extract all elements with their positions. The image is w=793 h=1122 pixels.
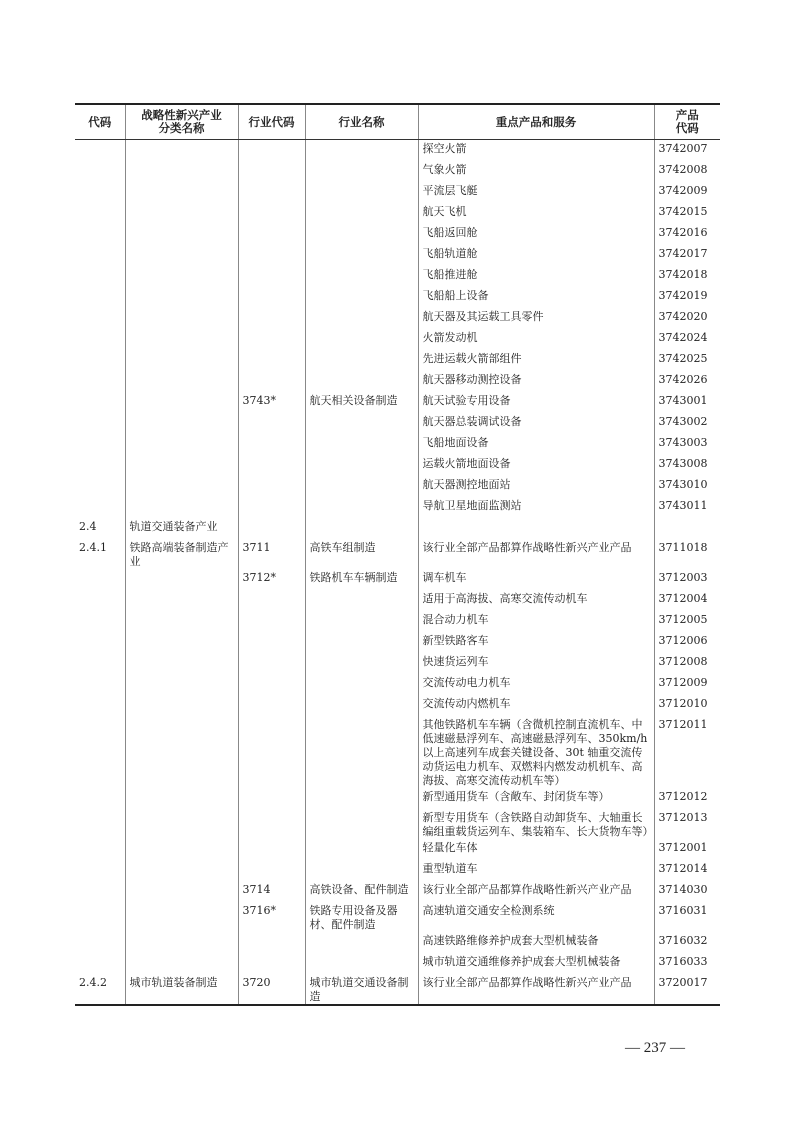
row-product-code: 3716033 (654, 953, 720, 974)
table-row (75, 329, 720, 350)
table-row (75, 245, 720, 266)
row-code (75, 674, 125, 695)
row-industry-code: 3716* (238, 902, 305, 932)
row-category (125, 287, 238, 308)
row-product-code: 3743010 (654, 476, 720, 497)
row-industry-name (305, 839, 418, 860)
row-industry-name (305, 953, 418, 974)
row-industry-code (238, 161, 305, 182)
table-row (75, 860, 720, 881)
row-product-code: 3712010 (654, 695, 720, 716)
row-industry-code (238, 245, 305, 266)
row-code (75, 860, 125, 881)
row-industry-name (305, 497, 418, 518)
row-category: 铁路高端装备制造产业 (125, 539, 238, 569)
row-product-code: 3743003 (654, 434, 720, 455)
row-industry-name (305, 161, 418, 182)
row-code (75, 224, 125, 245)
table-row (75, 182, 720, 203)
row-industry-code (238, 809, 305, 839)
row-industry-code (238, 413, 305, 434)
row-category (125, 569, 238, 590)
table-row (75, 953, 720, 974)
row-product: 高速轨道交通安全检测系统 (418, 902, 654, 932)
row-product: 探空火箭 (418, 140, 654, 162)
row-product-code: 3716032 (654, 932, 720, 953)
row-product-code (654, 518, 720, 539)
row-industry-name: 高铁车组制造 (305, 539, 418, 569)
row-category (125, 839, 238, 860)
row-code (75, 161, 125, 182)
row-industry-name (305, 434, 418, 455)
row-industry-name (305, 329, 418, 350)
table-row (75, 839, 720, 860)
row-product: 其他铁路机车车辆（含微机控制直流机车、中低速磁悬浮列车、高速磁悬浮列车、350km/h 以上高速列车成套关键设备、30t 轴重交流传动货运电力机车、双燃料内燃发动机机车、高海拔、高寒交流传动机车等） (418, 716, 654, 788)
row-category (125, 329, 238, 350)
table-row (75, 611, 720, 632)
row-industry-code (238, 287, 305, 308)
row-industry-name (305, 518, 418, 539)
row-product: 航天试验专用设备 (418, 392, 654, 413)
table-row (75, 161, 720, 182)
product-table (75, 103, 720, 1006)
row-product-code: 3714030 (654, 881, 720, 902)
row-code (75, 476, 125, 497)
row-product-code: 3743002 (654, 413, 720, 434)
table-row (75, 539, 720, 569)
row-category (125, 716, 238, 788)
row-product-code: 3742009 (654, 182, 720, 203)
row-category (125, 632, 238, 653)
table-row (75, 590, 720, 611)
row-code (75, 329, 125, 350)
row-product-code: 3712003 (654, 569, 720, 590)
row-industry-code (238, 350, 305, 371)
row-product-code: 3742019 (654, 287, 720, 308)
row-code: 2.4.1 (79, 541, 107, 554)
table-row (75, 497, 720, 518)
row-industry-code (238, 371, 305, 392)
row-code (75, 140, 125, 162)
row-product: 火箭发动机 (418, 329, 654, 350)
table-row (75, 932, 720, 953)
row-product: 调车机车 (418, 569, 654, 590)
row-product-code: 3711018 (654, 539, 720, 569)
row-code (75, 881, 125, 902)
row-industry-name (305, 308, 418, 329)
row-category (125, 497, 238, 518)
row-code: 2.4.2 (75, 974, 125, 1005)
row-product: 航天器及其运载工具零件 (418, 308, 654, 329)
row-industry-code (238, 182, 305, 203)
row-product-code: 3716031 (654, 902, 720, 932)
row-code (75, 932, 125, 953)
row-industry-code (238, 590, 305, 611)
row-product-code: 3720017 (654, 974, 720, 1005)
row-product: 该行业全部产品都算作战略性新兴产业产品 (418, 881, 654, 902)
row-industry-name (305, 371, 418, 392)
row-product-code: 3712001 (654, 839, 720, 860)
header-category: 战略性新兴产业 分类名称 (125, 104, 238, 140)
row-industry-code: 3720 (238, 974, 305, 1005)
row-product-code: 3742026 (654, 371, 720, 392)
row-product: 飞船船上设备 (418, 287, 654, 308)
row-category (125, 953, 238, 974)
row-product-code: 3742018 (654, 266, 720, 287)
row-category (125, 203, 238, 224)
row-product: 快速货运列车 (418, 653, 654, 674)
row-category (125, 611, 238, 632)
row-industry-name (305, 932, 418, 953)
row-code (75, 371, 125, 392)
row-product (418, 518, 654, 539)
table-row (75, 434, 720, 455)
row-industry-name (305, 245, 418, 266)
row-code (75, 569, 125, 590)
header-product-code: 产品 代码 (654, 104, 720, 140)
row-category (125, 140, 238, 162)
row-code (75, 455, 125, 476)
row-industry-name (305, 182, 418, 203)
row-code (75, 266, 125, 287)
row-product: 新型专用货车（含铁路自动卸货车、大轴重长编组重载货运列车、集装箱车、长大货物车等） (418, 809, 654, 839)
row-industry-name (305, 611, 418, 632)
row-product-code: 3742015 (654, 203, 720, 224)
row-industry-name (305, 674, 418, 695)
row-industry-name (305, 476, 418, 497)
row-product: 平流层飞艇 (418, 182, 654, 203)
row-code (75, 434, 125, 455)
header-industry-code: 行业代码 (238, 104, 305, 140)
row-category (125, 590, 238, 611)
row-industry-code (238, 953, 305, 974)
row-code (75, 245, 125, 266)
row-industry-code: 3712* (238, 569, 305, 590)
row-category (125, 788, 238, 809)
table-row (75, 140, 720, 162)
row-product-code: 3742020 (654, 308, 720, 329)
row-category (125, 455, 238, 476)
row-category (125, 434, 238, 455)
row-category (125, 881, 238, 902)
row-product: 航天器总装调试设备 (418, 413, 654, 434)
row-code (75, 716, 125, 788)
row-product: 飞船返回舱 (418, 224, 654, 245)
row-category (125, 476, 238, 497)
row-industry-code (238, 674, 305, 695)
row-industry-name: 铁路专用设备及器材、配件制造 (305, 902, 418, 932)
header-products: 重点产品和服务 (418, 104, 654, 140)
table-row (75, 881, 720, 902)
table-row (75, 455, 720, 476)
row-industry-name: 铁路机车车辆制造 (305, 569, 418, 590)
row-industry-name (305, 224, 418, 245)
row-code (75, 809, 125, 839)
row-product-code: 3742016 (654, 224, 720, 245)
row-product: 适用于高海拔、高寒交流传动机车 (418, 590, 654, 611)
row-category (125, 161, 238, 182)
row-product-code: 3712014 (654, 860, 720, 881)
row-industry-code (238, 308, 305, 329)
row-code (75, 695, 125, 716)
row-industry-code (238, 203, 305, 224)
row-industry-code (238, 932, 305, 953)
row-product: 气象火箭 (418, 161, 654, 182)
row-industry-name (305, 716, 418, 788)
row-industry-name (305, 695, 418, 716)
row-code (75, 788, 125, 809)
row-industry-code (238, 518, 305, 539)
row-code (75, 350, 125, 371)
row-industry-code: 3714 (238, 881, 305, 902)
row-product: 混合动力机车 (418, 611, 654, 632)
row-category: 城市轨道装备制造 (125, 974, 238, 1005)
row-code (75, 497, 125, 518)
row-code (75, 203, 125, 224)
row-category (125, 695, 238, 716)
row-product-code: 3712013 (654, 809, 720, 839)
row-industry-code (238, 497, 305, 518)
row-industry-code: 3711 (238, 539, 305, 569)
row-category (125, 308, 238, 329)
table-row (75, 632, 720, 653)
row-product: 城市轨道交通维修养护成套大型机械装备 (418, 953, 654, 974)
row-product: 飞船轨道舱 (418, 245, 654, 266)
table-row (75, 350, 720, 371)
row-category (125, 224, 238, 245)
row-industry-name (305, 653, 418, 674)
table-row (75, 716, 720, 788)
row-code: 2.4 (79, 520, 97, 533)
row-product-code: 3742024 (654, 329, 720, 350)
row-industry-name (305, 632, 418, 653)
table-row (75, 203, 720, 224)
row-industry-code (238, 140, 305, 162)
row-product: 重型轨道车 (418, 860, 654, 881)
table-row (75, 371, 720, 392)
row-category (125, 392, 238, 413)
row-product: 飞船地面设备 (418, 434, 654, 455)
row-industry-name (305, 590, 418, 611)
table-row (75, 902, 720, 932)
row-code (75, 953, 125, 974)
row-industry-code (238, 695, 305, 716)
row-industry-code (238, 839, 305, 860)
row-category (125, 809, 238, 839)
table-row (75, 518, 720, 539)
row-industry-code (238, 455, 305, 476)
row-industry-code (238, 716, 305, 788)
table-row (75, 674, 720, 695)
table-row (75, 476, 720, 497)
row-product-code: 3743011 (654, 497, 720, 518)
table-row (75, 413, 720, 434)
row-code (75, 308, 125, 329)
row-product: 该行业全部产品都算作战略性新兴产业产品 (418, 539, 654, 569)
row-product-code: 3712004 (654, 590, 720, 611)
row-industry-name: 航天相关设备制造 (305, 392, 418, 413)
row-category (125, 182, 238, 203)
row-product-code: 3743001 (654, 392, 720, 413)
table-row (75, 695, 720, 716)
row-code (75, 632, 125, 653)
row-product: 轻量化车体 (418, 839, 654, 860)
row-industry-name (305, 860, 418, 881)
row-product-code: 3712009 (654, 674, 720, 695)
row-industry-name (305, 266, 418, 287)
row-product: 该行业全部产品都算作战略性新兴产业产品 (418, 974, 654, 1005)
row-product: 交流传动内燃机车 (418, 695, 654, 716)
row-industry-name (305, 788, 418, 809)
row-product: 高速铁路维修养护成套大型机械装备 (418, 932, 654, 953)
row-product-code: 3742007 (654, 140, 720, 162)
table-row (75, 308, 720, 329)
row-product: 航天器测控地面站 (418, 476, 654, 497)
row-product-code: 3712008 (654, 653, 720, 674)
row-category (125, 860, 238, 881)
row-product-code: 3742017 (654, 245, 720, 266)
row-industry-code (238, 434, 305, 455)
row-product-code: 3743008 (654, 455, 720, 476)
row-code (75, 611, 125, 632)
page-number: — 237 — (625, 1040, 685, 1056)
row-industry-code: 3743* (238, 392, 305, 413)
row-category (125, 653, 238, 674)
row-industry-code (238, 653, 305, 674)
row-category (125, 266, 238, 287)
row-industry-name (305, 413, 418, 434)
row-product-code: 3742025 (654, 350, 720, 371)
table-row (75, 287, 720, 308)
row-category (125, 413, 238, 434)
row-product: 运载火箭地面设备 (418, 455, 654, 476)
table-row (75, 224, 720, 245)
table-row (75, 653, 720, 674)
row-product: 飞船推进舱 (418, 266, 654, 287)
row-code (75, 287, 125, 308)
row-category (125, 932, 238, 953)
row-category (125, 902, 238, 932)
table-row (75, 569, 720, 590)
row-category (125, 371, 238, 392)
row-industry-name (305, 140, 418, 162)
row-product: 交流传动电力机车 (418, 674, 654, 695)
row-industry-name (305, 350, 418, 371)
row-category (125, 245, 238, 266)
table-row (75, 809, 720, 839)
row-product: 新型铁路客车 (418, 632, 654, 653)
row-industry-name: 高铁设备、配件制造 (305, 881, 418, 902)
row-industry-code (238, 329, 305, 350)
table-row (75, 392, 720, 413)
row-industry-name (305, 809, 418, 839)
row-product-code: 3742008 (654, 161, 720, 182)
row-product-code: 3712012 (654, 788, 720, 809)
row-code (75, 413, 125, 434)
table-row (75, 266, 720, 287)
row-code (75, 653, 125, 674)
row-industry-code (238, 611, 305, 632)
row-product: 新型通用货车（含敞车、封闭货车等） (418, 788, 654, 809)
row-industry-code (238, 632, 305, 653)
row-product: 导航卫星地面监测站 (418, 497, 654, 518)
table-header-row (75, 104, 720, 140)
row-code (75, 590, 125, 611)
row-product: 航天飞机 (418, 203, 654, 224)
row-industry-code (238, 224, 305, 245)
row-product-code: 3712011 (654, 716, 720, 788)
row-category (125, 350, 238, 371)
row-product: 航天器移动测控设备 (418, 371, 654, 392)
row-code (75, 839, 125, 860)
row-industry-name (305, 455, 418, 476)
row-category (125, 674, 238, 695)
row-product-code: 3712005 (654, 611, 720, 632)
header-industry-name: 行业名称 (305, 104, 418, 140)
header-code: 代码 (75, 104, 125, 140)
row-industry-name (305, 203, 418, 224)
row-industry-name: 城市轨道交通设备制造 (305, 974, 418, 1005)
row-industry-code (238, 860, 305, 881)
table-row (75, 974, 720, 1005)
table-row (75, 788, 720, 809)
row-product-code: 3712006 (654, 632, 720, 653)
row-code (75, 182, 125, 203)
row-industry-name (305, 287, 418, 308)
row-category: 轨道交通装备产业 (125, 518, 238, 539)
row-industry-code (238, 266, 305, 287)
row-industry-code (238, 476, 305, 497)
row-product: 先进运载火箭部组件 (418, 350, 654, 371)
row-industry-code (238, 788, 305, 809)
row-code (75, 392, 125, 413)
row-code (75, 902, 125, 932)
